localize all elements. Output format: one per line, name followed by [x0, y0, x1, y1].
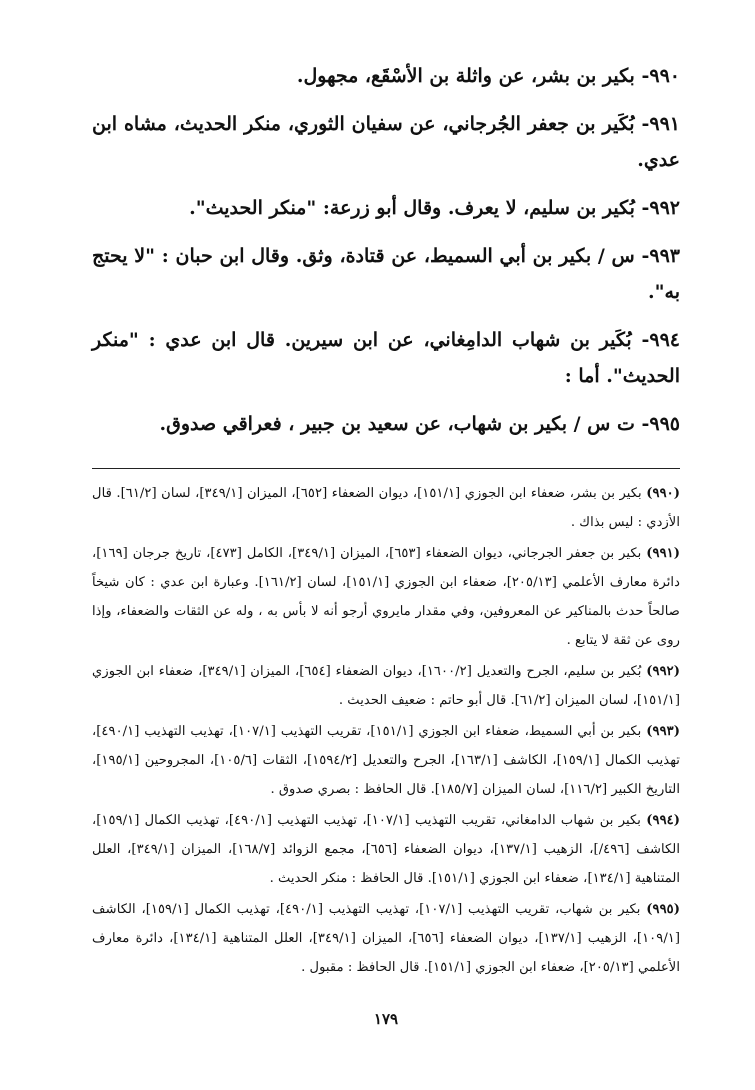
footnote — [92, 479, 680, 537]
footnote — [92, 539, 680, 655]
footnote-text: بُكير بن سليم، الجرح والتعديل [١٦٠٠/٢]، ديوان الضعفاء [٦٥٤]، الميزان [٣٤٩/١]، ضعفاء ابن الجوزي [١٥١/١]، لسان الميزان [٦١/٢]. قال أبو حاتم : ضعيف الحديث . — [92, 664, 680, 708]
entry — [92, 322, 680, 394]
entry — [92, 58, 680, 94]
footnotes-list — [92, 479, 680, 982]
entry-text: بُكَير بن جعفر الجُرجاني، عن سفيان الثوري، منكر الحديث، مشاه ابن عدي. — [92, 113, 680, 171]
footnote-number: (٩٩١) — [646, 546, 681, 561]
entry-number: ٩٩٠- — [641, 65, 680, 87]
footnote — [92, 657, 680, 715]
entry-text: ت س / بكير بن شهاب، عن سعيد بن جبير ، فعراقي صدوق. — [159, 413, 635, 435]
entry-number: ٩٩١- — [641, 113, 680, 135]
entry — [92, 238, 680, 310]
footnote-number: (٩٩٥) — [646, 902, 680, 917]
entry-text: بُكَير بن شهاب الدامِغاني، عن ابن سيرين. قال ابن عدي : "منكر الحديث". أما : — [92, 329, 680, 387]
footnote-text: بكير بن شهاب الدامغاني، تقريب التهذيب [١٠٧/١]، تهذيب التهذيب [٤٩٠/١]، تهذيب الكمال [١٥٩/١]، الكاشف [٤٩٦/]، الزهيب [١٣٧/١]، ديوان الضعفاء [٦٥٦]، مجمع الزوائد [١٦٨/٧]، الميزان [٣٤٩/١]، العلل المتناهية [١٣٤/١]، ضعفاء ابن الجوزي [١٥١/١]. قال الحافظ : منكر الحديث . — [92, 813, 680, 886]
entry — [92, 406, 680, 442]
footnote — [92, 806, 680, 893]
footnote-text: بكير بن أبي السميط، ضعفاء ابن الجوزي [١٥١/١]، تقريب التهذيب [١٠٧/١]، تهذيب التهذيب [٤٩٠/١]، تهذيب الكمال [١٥٩/١]، الكاشف [١٦٣/١]، الجرح والتعديل [١٥٩٤/٢]، الثقات [١٠٥/٦]، المجروحين [١٩٥/١]، التاريخ الكبير [١١٦/٢]، لسان الميزان [١٨٥/٧]. قال الحافظ : بصري صدوق . — [92, 724, 680, 797]
entry-number: ٩٩٢- — [641, 197, 680, 219]
footnote-number: (٩٩٠) — [646, 486, 680, 501]
footnote-divider — [92, 468, 680, 469]
footnote-text: بكير بن شهاب، تقريب التهذيب [١٠٧/١]، تهذيب التهذيب [٤٩٠/١]، تهذيب الكمال [١٥٩/١]، الكاشف [١٠٩/١]، الزهيب [١٣٧/١]، ديوان الضعفاء [٦٥٦]، الميزان [٣٤٩/١]، العلل المتناهية [١٣٤/١]، دائرة معارف الأعلمي [٢٠٥/١٣]، ضعفاء ابن الجوزي [١٥١/١]. قال الحافظ : مقبول . — [92, 902, 681, 975]
footnote — [92, 717, 680, 804]
footnote-number: (٩٩٣) — [646, 724, 680, 739]
entry-text: س / بكير بن أبي السميط، عن قتادة، وثق. وقال ابن حبان : "لا يحتج به". — [92, 245, 680, 303]
footnote-text: بكير بن جعفر الجرجاني، ديوان الضعفاء [٦٥٣]، الميزان [٣٤٩/١]، الكامل [٤٧٣]، تاريخ جرجان [١٦٩]، دائرة معارف الأعلمي [٢٠٥/١٣]، ضعفاء ابن الجوزي [١٥١/١]، لسان [١٦١/٢]. وعبارة ابن عدي : كان شيخاً صالحاً حدث بالمناكير عن المعروفين، وفي مقدار مايروي أرجو أنه لا بأس به ، وله عن الثقات والضعفاء، وإذا روى عن ثقة لا يتابع . — [92, 546, 680, 648]
entry — [92, 106, 680, 178]
footnote — [92, 895, 680, 982]
footnote-number: (٩٩٢) — [646, 664, 681, 679]
entry-number: ٩٩٤- — [641, 329, 680, 351]
page-number: ١٧٩ — [373, 1010, 399, 1028]
entry-number: ٩٩٣- — [641, 245, 680, 267]
footnote-number: (٩٩٤) — [646, 813, 680, 828]
entry-number: ٩٩٥- — [641, 413, 680, 435]
footnote-text: بكير بن بشر، ضعفاء ابن الجوزي [١٥١/١]، ديوان الضعفاء [٦٥٢]، الميزان [٣٤٩/١]، لسان [٦١/٢]. قال الأزدي : ليس بذاك . — [92, 486, 680, 530]
document-page — [92, 58, 680, 1058]
entry — [92, 190, 680, 226]
entry-text: بكير بن بشر، عن واثلة بن الأسْقَع، مجهول. — [296, 65, 635, 87]
entry-text: بُكير بن سليم، لا يعرف. وقال أبو زرعة: "منكر الحديث". — [189, 197, 635, 219]
entries-list — [92, 58, 680, 442]
